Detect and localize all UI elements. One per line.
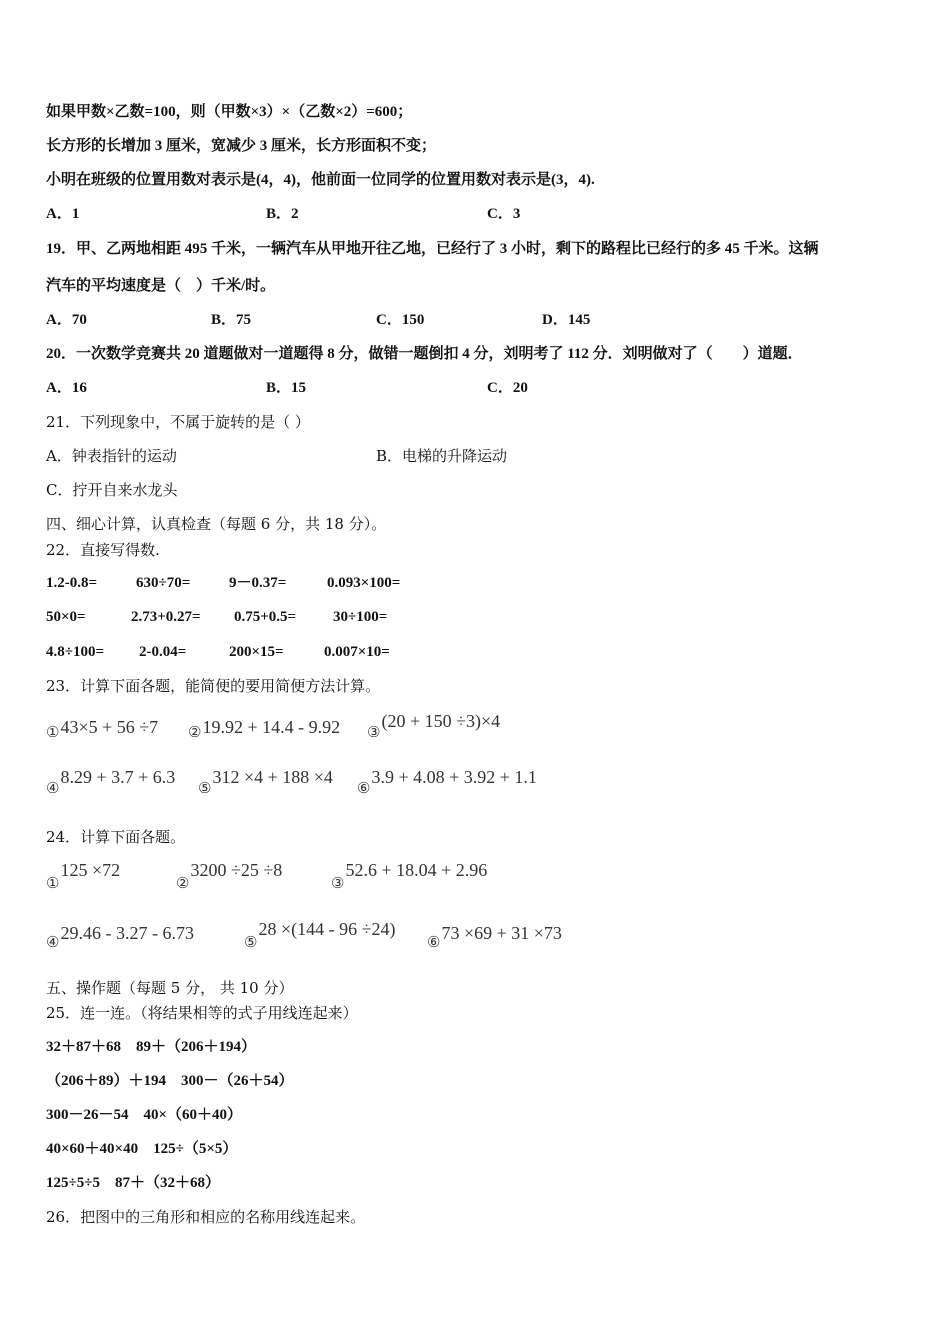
circled-number: ⑥ <box>427 935 441 951</box>
q19-option-b: B．75 <box>211 312 252 328</box>
q18-option-b: B．2 <box>266 206 299 222</box>
q20-option-a: A．16 <box>46 380 87 396</box>
math-expression: 28 ×(144 - 96 ÷24) <box>258 919 396 939</box>
circled-number: ⑤ <box>198 781 212 797</box>
q24-item-3 <box>331 859 488 892</box>
section-4-title: 四、细心计算，认真检查（每题 6 分，共 18 分）。 <box>46 515 387 533</box>
q24-item-4 <box>46 922 194 951</box>
q20-option-c: C．20 <box>487 380 528 396</box>
q19-option-c: C．150 <box>376 312 425 328</box>
q26-title: 26．把图中的三角形和相应的名称用线连起来。 <box>46 1208 366 1226</box>
q25-row: 300－26－54 40×（60＋40） <box>46 1107 243 1123</box>
q23-item-5 <box>198 766 333 797</box>
q22-cell: 0.093×100= <box>327 575 401 591</box>
q24-item-5 <box>244 918 396 951</box>
math-expression: 8.29 + 3.7 + 6.3 <box>60 767 176 787</box>
q23-item-3 <box>367 710 501 741</box>
q19-option-a: A．70 <box>46 312 87 328</box>
circled-number: ⑥ <box>357 781 371 797</box>
q22-cell: 2.73+0.27= <box>131 609 201 625</box>
math-expression: 19.92 + 14.4 - 9.92 <box>202 717 341 737</box>
math-expression: 29.46 - 3.27 - 6.73 <box>60 923 194 943</box>
q22-cell: 0.75+0.5= <box>234 609 297 625</box>
circled-number: ② <box>176 876 190 892</box>
q22-cell: 2-0.04= <box>139 644 187 660</box>
q18-option-a: A．1 <box>46 206 80 222</box>
q25-title: 25．连一连。（将结果相等的式子用线连起来） <box>46 1004 358 1022</box>
q25-row: 40×60＋40×40 125÷（5×5） <box>46 1141 238 1157</box>
q22-cell: 30÷100= <box>333 609 388 625</box>
statement-3: 小明在班级的位置用数对表示是(4，4)，他前面一位同学的位置用数对表示是(3，4). <box>46 172 595 188</box>
q24-item-2 <box>176 859 283 892</box>
q23-item-6 <box>357 766 537 797</box>
math-expression: 3200 ÷25 ÷8 <box>190 860 283 880</box>
q21-option-b: B．电梯的升降运动 <box>376 447 508 465</box>
statement-2: 长方形的长增加 3 厘米，宽减少 3 厘米，长方形面积不变； <box>46 138 437 154</box>
q22-title: 22．直接写得数. <box>46 541 160 559</box>
q22-cell: 4.8÷100= <box>46 644 105 660</box>
q22-cell: 50×0= <box>46 609 86 625</box>
q20-text: 20．一次数学竞赛共 20 道题做对一道题得 8 分，做错一题倒扣 4 分，刘明考了 112 分．刘明做对了（ ）道题． <box>46 346 803 362</box>
q24-title: 24．计算下面各题。 <box>46 828 186 846</box>
q18-option-c: C．3 <box>487 206 521 222</box>
q19-text-line1: 19．甲、乙两地相距 495 千米，一辆汽车从甲地开往乙地，已经行了 3 小时，剩下的路程比已经行的多 45 千米。这辆 <box>46 241 819 257</box>
q22-cell: 0.007×10= <box>324 644 390 660</box>
statement-1: 如果甲数×乙数=100，则（甲数×3）×（乙数×2）=600； <box>46 104 413 120</box>
q25-row: 32＋87＋68 89＋（206＋194） <box>46 1039 257 1055</box>
math-expression: 125 ×72 <box>60 860 121 880</box>
q19-option-d: D．145 <box>542 312 591 328</box>
q24-item-6 <box>427 922 562 951</box>
q21-text: 21．下列现象中，不属于旋转的是（ ） <box>46 413 310 431</box>
math-expression: 52.6 + 18.04 + 2.96 <box>345 860 488 880</box>
circled-number: ① <box>46 725 60 741</box>
circled-number: ④ <box>46 935 60 951</box>
q23-item-4 <box>46 766 176 797</box>
q23-title: 23．计算下面各题，能简便的要用简便方法计算。 <box>46 677 381 695</box>
circled-number: ③ <box>367 725 381 741</box>
q25-row: 125÷5÷5 87＋（32＋68） <box>46 1175 220 1191</box>
q21-option-c: C．拧开自来水龙头 <box>46 481 178 499</box>
q22-cell: 200×15= <box>229 644 284 660</box>
q21-option-a: A．钟表指针的运动 <box>46 447 177 465</box>
math-expression: 312 ×4 + 188 ×4 <box>212 767 333 787</box>
q23-item-2 <box>188 716 340 740</box>
math-expression: (20 + 150 ÷3)×4 <box>381 711 501 731</box>
q24-item-1 <box>46 859 121 892</box>
math-expression: 43×5 + 56 ÷7 <box>60 717 159 737</box>
q22-cell: 1.2-0.8= <box>46 575 98 591</box>
section-5-title: 五、操作题（每题 5 分， 共 10 分） <box>46 979 294 997</box>
circled-number: ② <box>188 725 202 741</box>
q20-option-b: B．15 <box>266 380 307 396</box>
q22-cell: 630÷70= <box>136 575 191 591</box>
circled-number: ⑤ <box>244 935 258 951</box>
q19-text-line2: 汽车的平均速度是（ ）千米/时。 <box>46 278 276 294</box>
circled-number: ③ <box>331 876 345 892</box>
circled-number: ④ <box>46 781 60 797</box>
q23-item-1 <box>46 716 158 740</box>
circled-number: ① <box>46 876 60 892</box>
q22-cell: 9－0.37= <box>229 575 287 591</box>
q25-row: （206＋89）＋194 300－（26＋54） <box>46 1073 294 1089</box>
math-expression: 3.9 + 4.08 + 3.92 + 1.1 <box>371 767 537 787</box>
math-expression: 73 ×69 + 31 ×73 <box>441 923 562 943</box>
